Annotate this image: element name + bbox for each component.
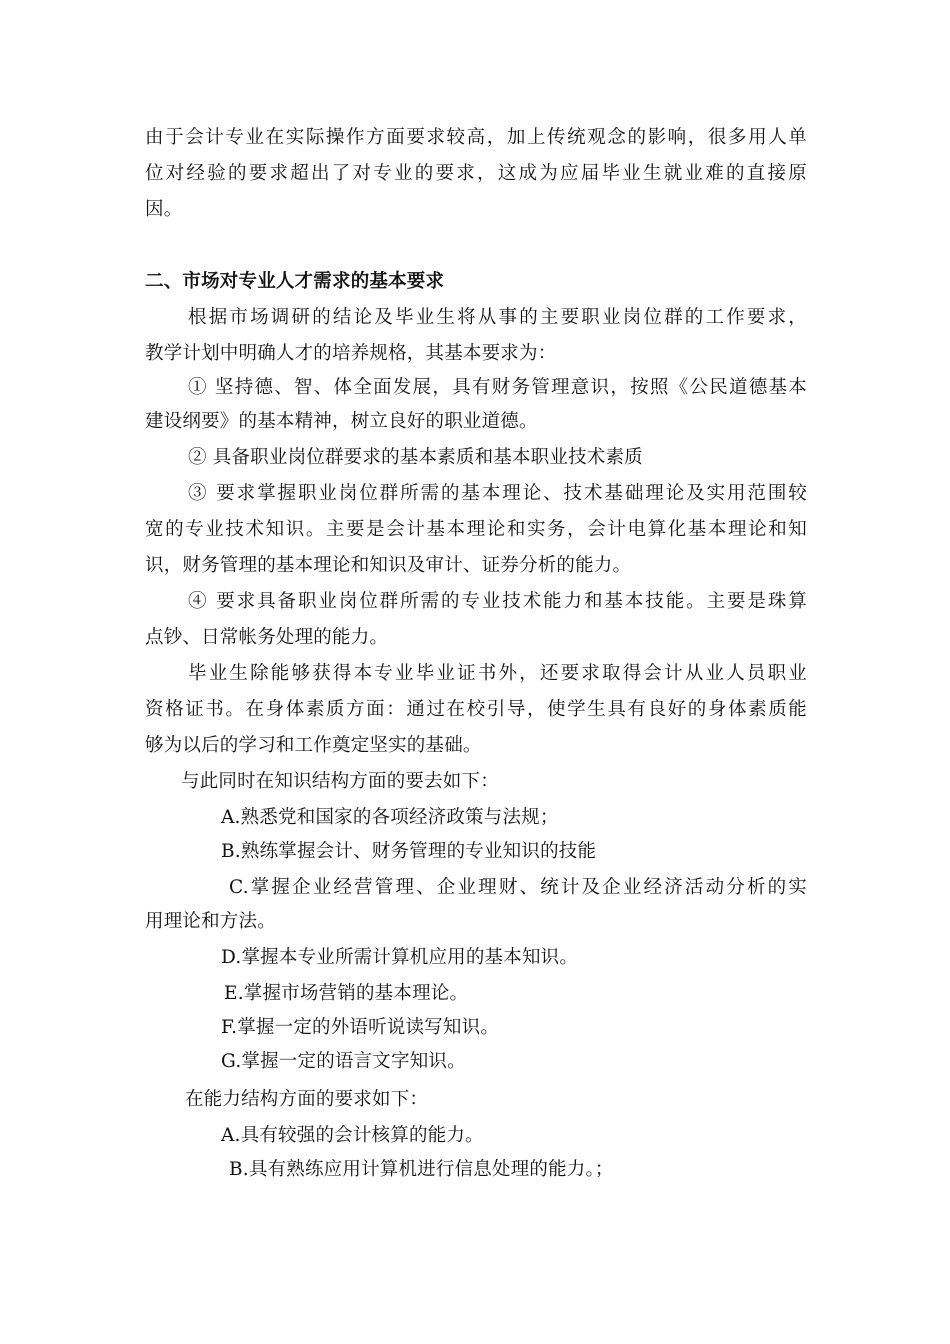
- intro-line-3: 因。: [145, 199, 183, 220]
- intro-line-2: 位对经验的要求超出了对专业的要求，这成为应届毕业生就业难的直接原: [145, 163, 807, 184]
- requirement-1-line-1: ① 坚持德、智、体全面发展，具有财务管理意识，按照《公民道德基本: [188, 377, 807, 398]
- knowledge-item-c-line-1: C.掌握企业经营管理、企业理财、统计及企业经济活动分析的实: [229, 877, 807, 898]
- ability-intro: 在能力结构方面的要求如下：: [185, 1089, 429, 1110]
- knowledge-item-b: B.熟练掌握会计、财务管理的专业知识的技能: [221, 841, 597, 862]
- knowledge-item-d: D.掌握本专业所需计算机应用的基本知识。: [221, 947, 579, 968]
- basis-line-2: 教学计划中明确人才的培养规格，其基本要求为：: [145, 343, 557, 364]
- certificates-line-3: 够为以后的学习和工作奠定坚实的基础。: [145, 735, 482, 756]
- basis-line-1: 根据市场调研的结论及毕业生将从事的主要职业岗位群的工作要求，: [188, 307, 807, 328]
- requirement-2-line-1: ② 具备职业岗位群要求的基本素质和基本职业技术素质: [188, 447, 643, 468]
- certificates-line-1: 毕业生除能够获得本专业毕业证书外，还要求取得会计从业人员职业: [188, 663, 807, 684]
- ability-item-a: A.具有较强的会计核算的能力。: [221, 1125, 484, 1146]
- knowledge-item-a: A.熟悉党和国家的各项经济政策与法规；: [221, 807, 559, 828]
- requirement-4-line-2: 点钞、日常帐务处理的能力。: [145, 627, 389, 648]
- knowledge-item-c-line-2: 用理论和方法。: [145, 911, 276, 932]
- intro-line-1: 由于会计专业在实际操作方面要求较高，加上传统观念的影响，很多用人单: [145, 127, 807, 148]
- certificates-line-2: 资格证书。在身体素质方面：通过在校引导，使学生具有良好的身体素质能: [145, 699, 807, 720]
- knowledge-item-f: F.掌握一定的外语听说读写知识。: [221, 1017, 500, 1038]
- requirement-3-line-1: ③ 要求掌握职业岗位群所需的基本理论、技术基础理论及实用范围较: [188, 483, 807, 504]
- requirement-4-line-1: ④ 要求具备职业岗位群所需的专业技术能力和基本技能。主要是珠算: [188, 591, 807, 612]
- requirement-3-line-2: 宽的专业技术知识。主要是会计基本理论和实务，会计电算化基本理论和知: [145, 519, 807, 540]
- ability-item-b: B.具有熟练应用计算机进行信息处理的能力。；: [229, 1159, 614, 1180]
- knowledge-intro: 与此同时在知识结构方面的要去如下：: [181, 771, 499, 792]
- knowledge-item-e: E.掌握市场营销的基本理论。: [224, 983, 469, 1004]
- requirement-1-line-2: 建设纲要》的基本精神，树立良好的职业道德。: [145, 411, 538, 432]
- section-heading: 二、市场对专业人才需求的基本要求: [145, 271, 445, 292]
- knowledge-item-g: G.掌握一定的语言文字知识。: [221, 1051, 466, 1072]
- requirement-3-line-3: 识，财务管理的基本理论和知识及审计、证券分析的能力。: [145, 555, 632, 576]
